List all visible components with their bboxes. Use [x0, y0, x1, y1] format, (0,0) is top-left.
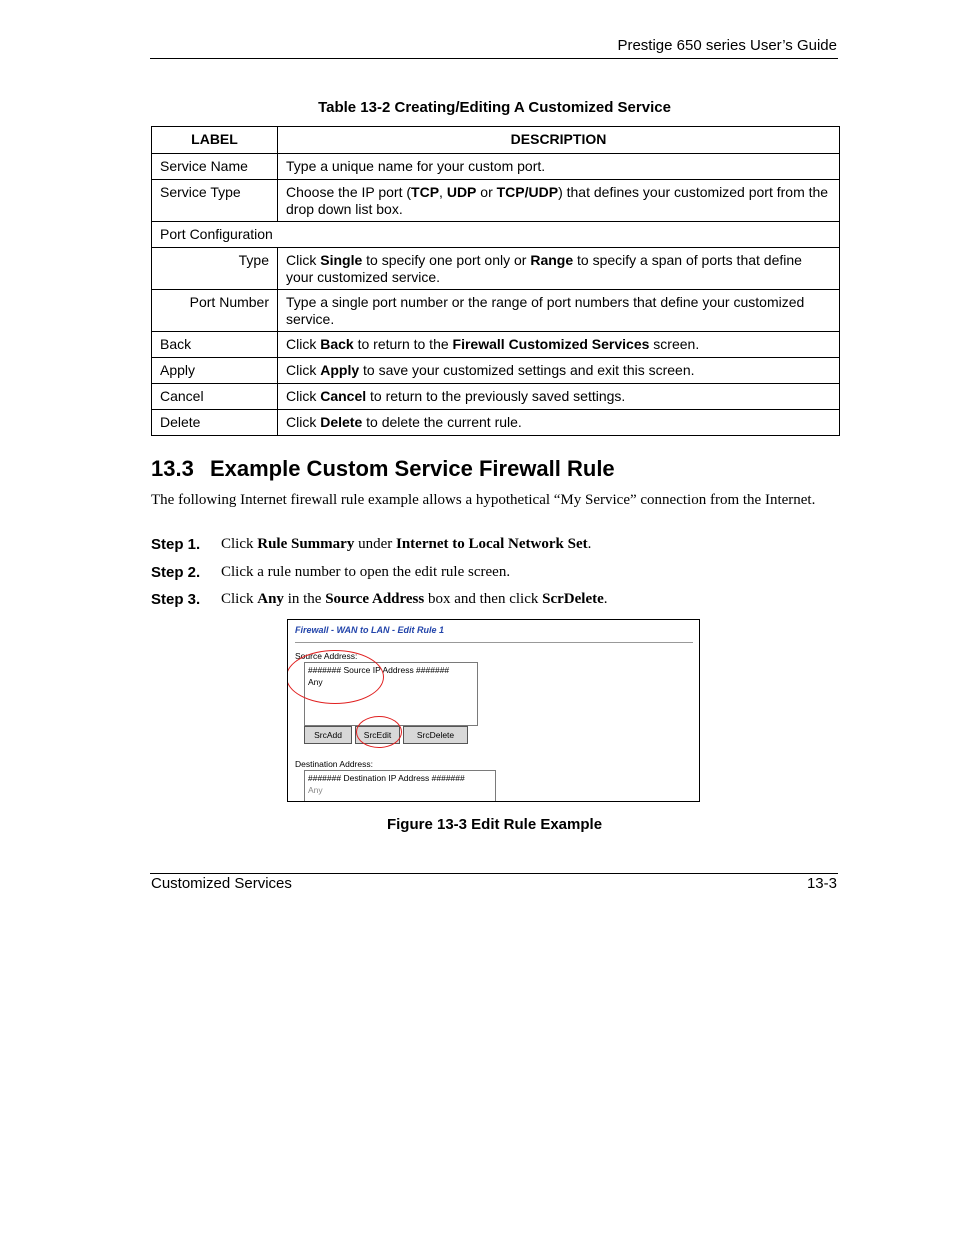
instruction-step: [151, 591, 837, 611]
row-label: Port Configuration: [152, 222, 840, 248]
table-row: [152, 358, 840, 384]
row-description: [278, 410, 840, 436]
figure-caption: Figure 13-3 Edit Rule Example: [386, 816, 603, 833]
text-run: or: [476, 184, 497, 200]
src-edit-button[interactable]: SrcEdit: [355, 726, 400, 744]
instruction-step: [151, 564, 837, 584]
row-description: [278, 358, 840, 384]
src-delete-button[interactable]: SrcDelete: [403, 726, 468, 744]
bold-term: Any: [257, 591, 284, 607]
text-run: Type a unique name for your custom port.: [286, 158, 546, 174]
text-run: ,: [439, 184, 447, 200]
highlight-circle-srcedit: [356, 716, 402, 748]
source-address-label: Source Address:: [295, 651, 358, 661]
text-run: Click: [286, 388, 321, 404]
bold-term: Apply: [320, 362, 360, 378]
edit-rule-screenshot: [287, 619, 700, 802]
source-option-header[interactable]: ####### Source IP Address #######: [308, 665, 450, 675]
src-add-button[interactable]: SrcAdd: [304, 726, 352, 744]
text-run: to specify one port only or: [362, 252, 531, 268]
row-description: [278, 180, 840, 222]
footer-rule: [150, 873, 838, 874]
step-text: [221, 536, 591, 553]
text-run: ) that defines your customized port from the drop down list box.: [286, 184, 829, 217]
section-title: Example Custom Service Firewall Rule: [209, 456, 615, 481]
step-label: Step 1.: [151, 536, 201, 553]
section-heading: [151, 456, 615, 482]
bold-term: Firewall Customized Services: [452, 336, 650, 352]
figure-screen-title: Firewall - WAN to LAN - Edit Rule 1: [295, 625, 445, 635]
section-number: 13.3: [151, 456, 194, 481]
table-title: Table 13-2 Creating/Editing A Customized Service: [318, 99, 671, 116]
row-description: [278, 154, 840, 180]
footer-page-number: 13-3: [806, 875, 837, 892]
table-row: [152, 290, 840, 332]
text-run: Click: [286, 414, 321, 430]
column-header-description: DESCRIPTION: [278, 127, 840, 154]
row-description: [278, 248, 840, 290]
row-label: Port Number: [152, 290, 278, 332]
table-row: [152, 154, 840, 180]
step-text: [221, 564, 510, 581]
bold-term: TCP: [411, 184, 440, 200]
bold-term: ScrDelete: [542, 591, 604, 607]
step-label: Step 2.: [151, 564, 201, 581]
table-row: [152, 332, 840, 358]
bold-term: Range: [530, 252, 574, 268]
instruction-step: [151, 536, 837, 556]
source-option-any[interactable]: Any: [308, 677, 323, 687]
text-run: to delete the current rule.: [362, 414, 522, 430]
text-run: to specify a span of ports that define your customized service.: [286, 252, 802, 285]
text-run: Click: [286, 252, 321, 268]
column-header-label: LABEL: [152, 127, 278, 154]
row-label: Back: [152, 332, 278, 358]
row-description: [278, 332, 840, 358]
bold-term: TCP/UDP: [496, 184, 559, 200]
table-row: [152, 180, 840, 222]
table-row: [152, 410, 840, 436]
step-text: [221, 591, 608, 608]
bold-term: Back: [320, 336, 354, 352]
bold-term: UDP: [446, 184, 477, 200]
row-description: [278, 384, 840, 410]
text-run: to return to the previously saved settings.: [366, 388, 626, 404]
destination-address-listbox[interactable]: [304, 770, 496, 802]
table-row: [152, 384, 840, 410]
row-label: Service Name: [152, 154, 278, 180]
text-run: screen.: [649, 336, 700, 352]
row-label: Delete: [152, 410, 278, 436]
highlight-circle-source: [287, 650, 384, 704]
section-intro: The following Internet firewall rule example allows a hypothetical “My Service” connection from the Internet.: [151, 492, 816, 508]
figure-title-rule: [295, 642, 693, 643]
bold-term: Single: [320, 252, 363, 268]
text-run: to return to the: [353, 336, 453, 352]
text-run: Click a rule number to open the edit rule screen.: [221, 564, 511, 580]
text-run: Click: [221, 591, 258, 607]
page-header-title: Prestige 650 series User’s Guide: [617, 37, 837, 54]
bold-term: Cancel: [320, 388, 367, 404]
text-run: Choose the IP port (: [286, 184, 412, 200]
text-run: Click: [221, 536, 258, 552]
footer-chapter: Customized Services: [151, 875, 292, 892]
text-run: Click: [286, 362, 321, 378]
destination-address-label: Destination Address:: [295, 759, 373, 769]
text-run: in the: [283, 591, 326, 607]
row-label: Apply: [152, 358, 278, 384]
table-row: [152, 248, 840, 290]
customized-service-table: [151, 126, 840, 436]
destination-option-header[interactable]: ####### Destination IP Address #######: [308, 773, 465, 783]
text-run: .: [603, 591, 608, 607]
destination-option-any[interactable]: Any: [308, 785, 323, 795]
table-header-row: [152, 127, 840, 154]
bold-term: Delete: [320, 414, 363, 430]
text-run: Click: [286, 336, 321, 352]
header-rule: [150, 58, 838, 59]
row-description: [278, 290, 840, 332]
text-run: Type a single port number or the range of port numbers that define your customized service.: [286, 294, 805, 327]
bold-term: Rule Summary: [257, 536, 355, 552]
text-run: under: [354, 536, 396, 552]
row-label: Service Type: [152, 180, 278, 222]
text-run: box and then click: [424, 591, 543, 607]
bold-term: Internet to Local Network Set: [396, 536, 588, 552]
row-label: Type: [152, 248, 278, 290]
table-row: [152, 222, 840, 248]
text-run: .: [587, 536, 592, 552]
row-label: Cancel: [152, 384, 278, 410]
text-run: to save your customized settings and exit this screen.: [359, 362, 695, 378]
bold-term: Source Address: [325, 591, 425, 607]
step-label: Step 3.: [151, 591, 201, 608]
